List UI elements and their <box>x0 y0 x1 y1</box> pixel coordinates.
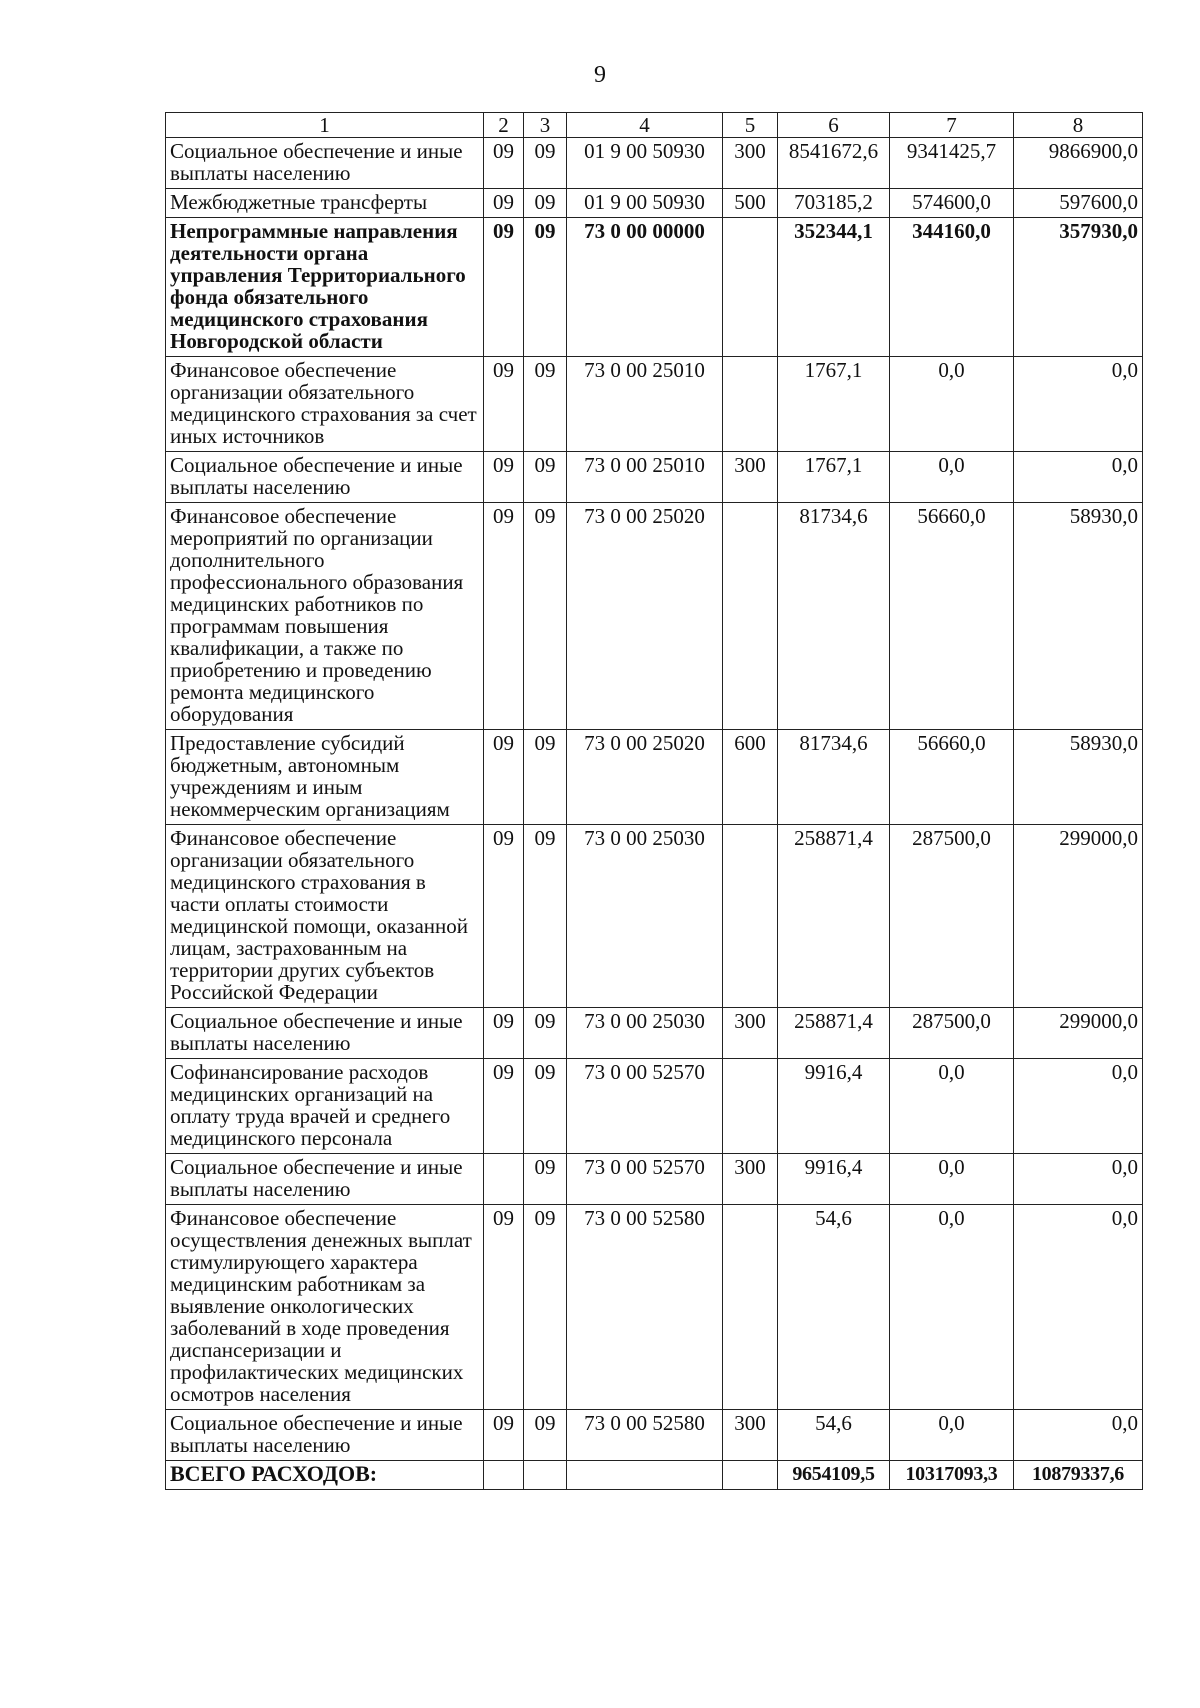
target-article-cell: 73 0 00 52580 <box>567 1410 723 1461</box>
amount-year3-cell: 58930,0 <box>1014 730 1143 825</box>
row-name-cell: Социальное обеспечение и иные выплаты населению <box>166 1008 484 1059</box>
subsection-code-cell: 09 <box>524 1154 567 1205</box>
amount-year1-cell: 1767,1 <box>778 357 890 452</box>
section-code-cell: 09 <box>484 1059 524 1154</box>
expense-type-cell <box>723 218 778 357</box>
amount-year2-cell: 574600,0 <box>890 189 1014 218</box>
section-code-cell: 09 <box>484 825 524 1008</box>
amount-year2-cell: 0,0 <box>890 1205 1014 1410</box>
expense-type-cell: 300 <box>723 452 778 503</box>
target-article-cell: 73 0 00 25010 <box>567 357 723 452</box>
expense-type-cell: 300 <box>723 1008 778 1059</box>
subsection-code-cell: 09 <box>524 1410 567 1461</box>
expense-type-cell <box>723 1205 778 1410</box>
table-row <box>166 1205 1143 1410</box>
amount-year3-cell: 0,0 <box>1014 1154 1143 1205</box>
column-header: 5 <box>723 113 778 138</box>
amount-year2-cell: 287500,0 <box>890 1008 1014 1059</box>
column-header: 6 <box>778 113 890 138</box>
section-code-cell: 09 <box>484 730 524 825</box>
row-name-cell: Социальное обеспечение и иные выплаты населению <box>166 1154 484 1205</box>
expense-type-cell <box>723 357 778 452</box>
section-code-cell: 09 <box>484 1205 524 1410</box>
subsection-code-cell: 09 <box>524 218 567 357</box>
section-code-cell: 09 <box>484 189 524 218</box>
amount-year3-cell: 9866900,0 <box>1014 138 1143 189</box>
target-article-cell: 01 9 00 50930 <box>567 189 723 218</box>
row-name-cell: Софинансирование расходов медицинских организаций на оплату труда врачей и среднего медицинского персонала <box>166 1059 484 1154</box>
amount-year1-cell: 54,6 <box>778 1205 890 1410</box>
column-header: 3 <box>524 113 567 138</box>
expense-type-cell <box>723 825 778 1008</box>
table-row <box>166 189 1143 218</box>
total-row <box>166 1461 1143 1490</box>
target-article-cell: 73 0 00 25020 <box>567 503 723 730</box>
row-name-cell: Межбюджетные трансферты <box>166 189 484 218</box>
target-article-cell: 73 0 00 52580 <box>567 1205 723 1410</box>
amount-year3-cell: 299000,0 <box>1014 825 1143 1008</box>
row-name-cell: Предоставление субсидий бюджетным, автономным учреждениям и иным некоммерческим организациям <box>166 730 484 825</box>
empty-cell <box>484 1461 524 1490</box>
amount-year2-cell: 344160,0 <box>890 218 1014 357</box>
target-article-cell: 73 0 00 25010 <box>567 452 723 503</box>
empty-cell <box>567 1461 723 1490</box>
amount-year3-cell: 0,0 <box>1014 357 1143 452</box>
amount-year1-cell: 9916,4 <box>778 1059 890 1154</box>
row-name-cell: Непрограммные направления деятельности органа управления Территориального фонда обязательного медицинского страхования Новгородской области <box>166 218 484 357</box>
subsection-code-cell: 09 <box>524 452 567 503</box>
amount-year2-cell: 0,0 <box>890 452 1014 503</box>
column-header: 7 <box>890 113 1014 138</box>
section-code-cell: 09 <box>484 452 524 503</box>
section-code-cell <box>484 1154 524 1205</box>
column-header: 2 <box>484 113 524 138</box>
row-name-cell: Финансовое обеспечение организации обязательного медицинского страхования в части оплаты стоимости медицинской помощи, оказанной лицам, застрахованным на территории других субъектов Российской Федерации <box>166 825 484 1008</box>
subsection-code-cell: 09 <box>524 138 567 189</box>
amount-year1-cell: 54,6 <box>778 1410 890 1461</box>
table-row <box>166 452 1143 503</box>
amount-year2-cell: 56660,0 <box>890 503 1014 730</box>
target-article-cell: 01 9 00 50930 <box>567 138 723 189</box>
section-code-cell: 09 <box>484 503 524 730</box>
column-header: 4 <box>567 113 723 138</box>
empty-cell <box>723 1461 778 1490</box>
amount-year2-cell: 56660,0 <box>890 730 1014 825</box>
expense-type-cell: 500 <box>723 189 778 218</box>
subsection-code-cell: 09 <box>524 1059 567 1154</box>
target-article-cell: 73 0 00 52570 <box>567 1059 723 1154</box>
amount-year3-cell: 0,0 <box>1014 1205 1143 1410</box>
table-row <box>166 138 1143 189</box>
table-row <box>166 825 1143 1008</box>
target-article-cell: 73 0 00 52570 <box>567 1154 723 1205</box>
subsection-code-cell: 09 <box>524 357 567 452</box>
subsection-code-cell: 09 <box>524 189 567 218</box>
column-header: 8 <box>1014 113 1143 138</box>
amount-year3-cell: 0,0 <box>1014 1059 1143 1154</box>
total-label: ВСЕГО РАСХОДОВ: <box>166 1461 484 1490</box>
amount-year2-cell: 9341425,7 <box>890 138 1014 189</box>
row-name-cell: Финансовое обеспечение мероприятий по организации дополнительного профессионального образования медицинских работников по программам повышения квалификации, а также по приобретению и проведению ремонта медицинского оборудования <box>166 503 484 730</box>
expense-type-cell: 300 <box>723 138 778 189</box>
target-article-cell: 73 0 00 25030 <box>567 825 723 1008</box>
table-row <box>166 1410 1143 1461</box>
amount-year1-cell: 1767,1 <box>778 452 890 503</box>
subsection-code-cell: 09 <box>524 1205 567 1410</box>
section-code-cell: 09 <box>484 138 524 189</box>
expense-type-cell: 300 <box>723 1154 778 1205</box>
empty-cell <box>524 1461 567 1490</box>
amount-year2-cell: 0,0 <box>890 1410 1014 1461</box>
amount-year1-cell: 81734,6 <box>778 503 890 730</box>
amount-year3-cell: 597600,0 <box>1014 189 1143 218</box>
table-row <box>166 1008 1143 1059</box>
amount-year3-cell: 0,0 <box>1014 1410 1143 1461</box>
target-article-cell: 73 0 00 25030 <box>567 1008 723 1059</box>
amount-year1-cell: 8541672,6 <box>778 138 890 189</box>
subsection-code-cell: 09 <box>524 730 567 825</box>
expense-type-cell <box>723 503 778 730</box>
subsection-code-cell: 09 <box>524 825 567 1008</box>
amount-year3-cell: 58930,0 <box>1014 503 1143 730</box>
target-article-cell: 73 0 00 25020 <box>567 730 723 825</box>
table-row <box>166 1059 1143 1154</box>
amount-year1-cell: 258871,4 <box>778 825 890 1008</box>
table-row <box>166 218 1143 357</box>
table-row <box>166 503 1143 730</box>
amount-year3-cell: 357930,0 <box>1014 218 1143 357</box>
subsection-code-cell: 09 <box>524 1008 567 1059</box>
section-code-cell: 09 <box>484 357 524 452</box>
amount-year3-cell: 0,0 <box>1014 452 1143 503</box>
row-name-cell: Социальное обеспечение и иные выплаты населению <box>166 1410 484 1461</box>
total-year2-cell: 10317093,3 <box>890 1461 1014 1490</box>
amount-year1-cell: 703185,2 <box>778 189 890 218</box>
amount-year2-cell: 0,0 <box>890 1154 1014 1205</box>
target-article-cell: 73 0 00 00000 <box>567 218 723 357</box>
total-year3-cell: 10879337,6 <box>1014 1461 1143 1490</box>
table-row <box>166 1154 1143 1205</box>
column-number-row <box>166 113 1143 138</box>
budget-table <box>165 112 1143 1490</box>
section-code-cell: 09 <box>484 1008 524 1059</box>
amount-year1-cell: 352344,1 <box>778 218 890 357</box>
row-name-cell: Социальное обеспечение и иные выплаты населению <box>166 452 484 503</box>
amount-year2-cell: 0,0 <box>890 357 1014 452</box>
table-row <box>166 357 1143 452</box>
expense-type-cell: 600 <box>723 730 778 825</box>
row-name-cell: Финансовое обеспечение организации обязательного медицинского страхования за счет иных источников <box>166 357 484 452</box>
expense-type-cell <box>723 1059 778 1154</box>
row-name-cell: Социальное обеспечение и иные выплаты населению <box>166 138 484 189</box>
table-row <box>166 730 1143 825</box>
amount-year2-cell: 0,0 <box>890 1059 1014 1154</box>
page-number: 9 <box>594 62 606 88</box>
subsection-code-cell: 09 <box>524 503 567 730</box>
amount-year1-cell: 258871,4 <box>778 1008 890 1059</box>
total-year1-cell: 9654109,5 <box>778 1461 890 1490</box>
amount-year2-cell: 287500,0 <box>890 825 1014 1008</box>
amount-year1-cell: 81734,6 <box>778 730 890 825</box>
row-name-cell: Финансовое обеспечение осуществления денежных выплат стимулирующего характера медицинским работникам за выявление онкологических заболеваний в ходе проведения диспансеризации и профилактических медицинских осмотров населения <box>166 1205 484 1410</box>
section-code-cell: 09 <box>484 1410 524 1461</box>
expense-type-cell: 300 <box>723 1410 778 1461</box>
section-code-cell: 09 <box>484 218 524 357</box>
amount-year1-cell: 9916,4 <box>778 1154 890 1205</box>
column-header: 1 <box>166 113 484 138</box>
amount-year3-cell: 299000,0 <box>1014 1008 1143 1059</box>
